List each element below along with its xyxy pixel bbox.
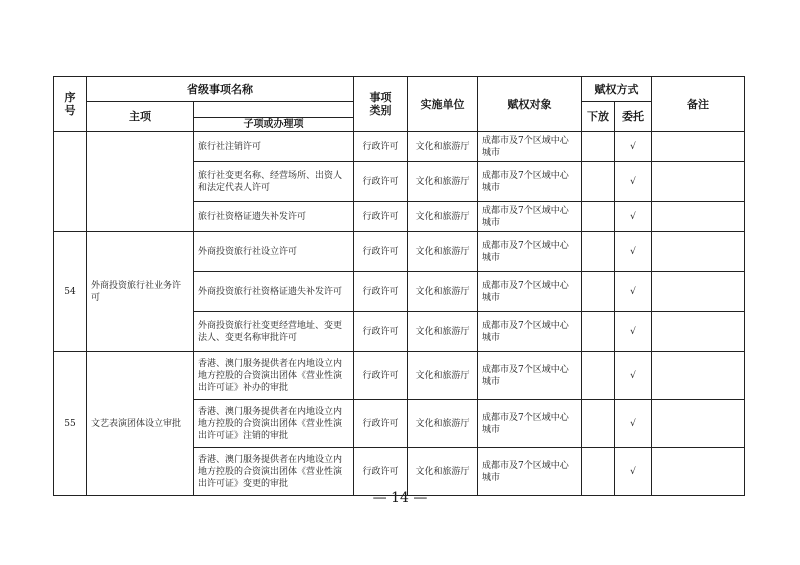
category-cell: 行政许可: [354, 352, 408, 400]
target-cell: 成都市及7个区域中心城市: [478, 400, 582, 448]
unit-cell: 文化和旅游厅: [408, 352, 478, 400]
delegate-down-cell: [582, 448, 615, 496]
header-method: 赋权方式: [582, 77, 652, 102]
category-cell: 行政许可: [354, 312, 408, 352]
header-entrust: 委托: [615, 102, 652, 132]
sub-item-cell: 旅行社注销许可: [194, 132, 354, 162]
sub-item-cell: 外商投资旅行社变更经营地址、变更法人、变更名称审批许可: [194, 312, 354, 352]
page-number: — 14 —: [372, 490, 428, 506]
table-row: [54, 352, 745, 400]
entrust-check: √: [615, 132, 652, 162]
remark-cell: [652, 448, 745, 496]
header-sub-item: 子项或办理项: [194, 118, 354, 132]
unit-cell: 文化和旅游厅: [408, 312, 478, 352]
seq-cell: 54: [54, 232, 87, 352]
delegate-down-cell: [582, 352, 615, 400]
remark-cell: [652, 132, 745, 162]
target-cell: 成都市及7个区域中心城市: [478, 312, 582, 352]
category-cell: 行政许可: [354, 202, 408, 232]
header-target: 赋权对象: [478, 77, 582, 132]
delegate-down-cell: [582, 272, 615, 312]
unit-cell: 文化和旅游厅: [408, 162, 478, 202]
header-unit: 实施单位: [408, 77, 478, 132]
entrust-check: √: [615, 312, 652, 352]
table-row: [54, 232, 745, 272]
target-cell: 成都市及7个区域中心城市: [478, 352, 582, 400]
target-cell: 成都市及7个区域中心城市: [478, 448, 582, 496]
remark-cell: [652, 232, 745, 272]
category-cell: 行政许可: [354, 272, 408, 312]
entrust-check: √: [615, 272, 652, 312]
remark-cell: [652, 400, 745, 448]
sub-item-cell: 香港、澳门服务提供者在内地设立内地方控股的合资演出团体《营业性演出许可证》变更的审批: [194, 448, 354, 496]
sub-item-cell: 外商投资旅行社设立许可: [194, 232, 354, 272]
category-cell: 行政许可: [354, 400, 408, 448]
entrust-check: √: [615, 352, 652, 400]
category-cell: 行政许可: [354, 132, 408, 162]
remark-cell: [652, 162, 745, 202]
header-main-item: 主项: [87, 102, 194, 132]
entrust-check: √: [615, 400, 652, 448]
main-item-cell: 外商投资旅行社业务许可: [87, 232, 194, 352]
entrust-check: √: [615, 232, 652, 272]
delegate-down-cell: [582, 162, 615, 202]
remark-cell: [652, 312, 745, 352]
target-cell: 成都市及7个区域中心城市: [478, 202, 582, 232]
unit-cell: 文化和旅游厅: [408, 202, 478, 232]
remark-cell: [652, 272, 745, 312]
unit-cell: 文化和旅游厅: [408, 272, 478, 312]
target-cell: 成都市及7个区域中心城市: [478, 162, 582, 202]
sub-item-cell: 外商投资旅行社资格证遗失补发许可: [194, 272, 354, 312]
header-row-1: [54, 77, 745, 102]
entrust-check: √: [615, 202, 652, 232]
delegation-table: [53, 76, 745, 496]
sub-item-cell: 旅行社变更名称、经营场所、出资人和法定代表人许可: [194, 162, 354, 202]
category-cell: 行政许可: [354, 232, 408, 272]
main-item-cell-empty: [87, 132, 194, 232]
sub-item-cell: 香港、澳门服务提供者在内地设立内地方控股的合资演出团体《营业性演出许可证》补办的审批: [194, 352, 354, 400]
header-category: 事项 类别: [354, 77, 408, 132]
seq-cell-empty: [54, 132, 87, 232]
header-delegate-down: 下放: [582, 102, 615, 132]
remark-cell: [652, 352, 745, 400]
header-sub-spacer: [194, 102, 354, 118]
header-remark: 备注: [652, 77, 745, 132]
unit-cell: 文化和旅游厅: [408, 448, 478, 496]
delegate-down-cell: [582, 400, 615, 448]
table-row: [54, 132, 745, 162]
delegate-down-cell: [582, 202, 615, 232]
delegate-down-cell: [582, 232, 615, 272]
entrust-check: √: [615, 162, 652, 202]
category-cell: 行政许可: [354, 448, 408, 496]
target-cell: 成都市及7个区域中心城市: [478, 132, 582, 162]
target-cell: 成都市及7个区域中心城市: [478, 232, 582, 272]
header-seq: 序 号: [54, 77, 87, 132]
seq-cell: 55: [54, 352, 87, 496]
category-cell: 行政许可: [354, 162, 408, 202]
unit-cell: 文化和旅游厅: [408, 400, 478, 448]
entrust-check: √: [615, 448, 652, 496]
unit-cell: 文化和旅游厅: [408, 132, 478, 162]
sub-item-cell: 旅行社资格证遗失补发许可: [194, 202, 354, 232]
delegate-down-cell: [582, 132, 615, 162]
remark-cell: [652, 202, 745, 232]
sub-item-cell: 香港、澳门服务提供者在内地设立内地方控股的合资演出团体《营业性演出许可证》注销的审批: [194, 400, 354, 448]
unit-cell: 文化和旅游厅: [408, 232, 478, 272]
target-cell: 成都市及7个区域中心城市: [478, 272, 582, 312]
main-item-cell: 文艺表演团体设立审批: [87, 352, 194, 496]
header-name-group: 省级事项名称: [87, 77, 354, 102]
delegate-down-cell: [582, 312, 615, 352]
